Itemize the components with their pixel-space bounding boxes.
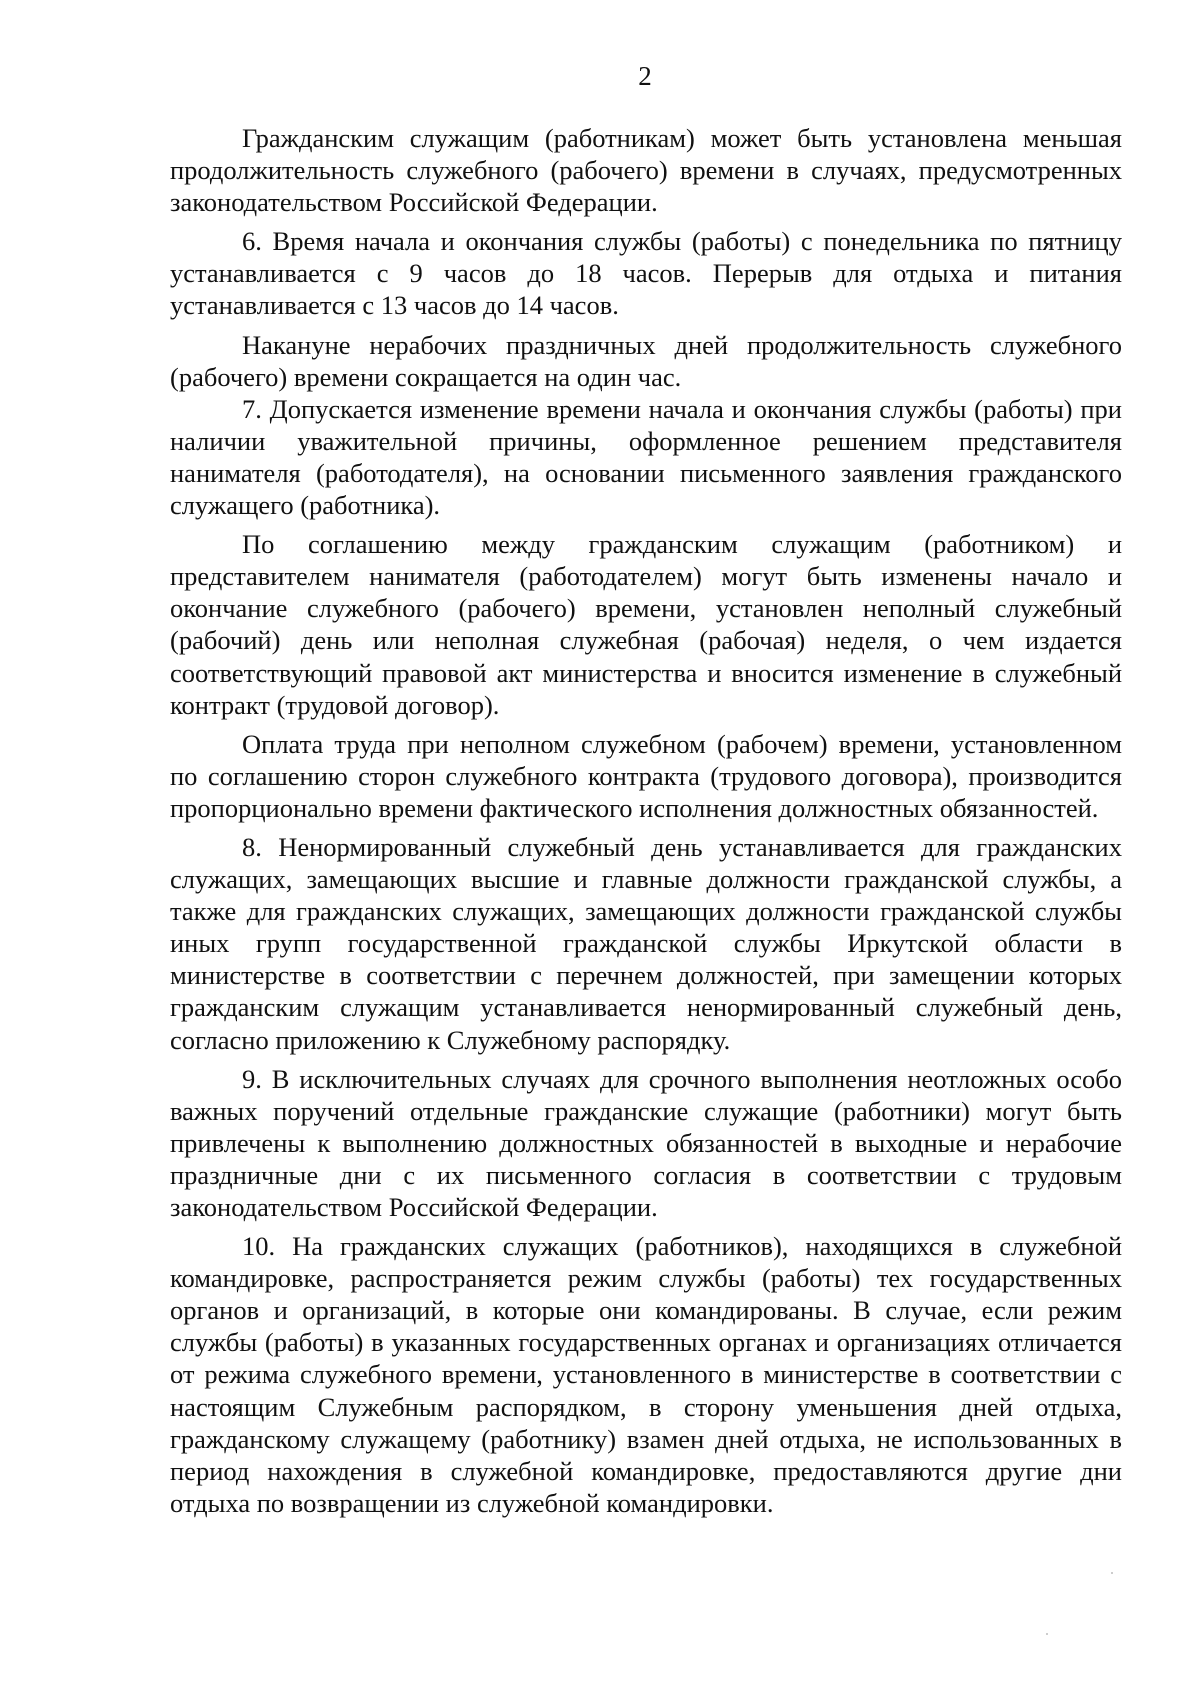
- page-number: 2: [638, 61, 652, 91]
- scan-speck: [1111, 1572, 1113, 1574]
- paragraph-item-6-work-hours: 6. Время начала и окончания службы (работы) с понедельника по пятницу устанавливается с 9 часов до 18 часов. Перерыв для отдыха и питания устанавливается с 13 часов до 14 часов.: [170, 226, 1122, 321]
- paragraph-item-7-schedule-change: 7. Допускается изменение времени начала и окончания службы (работы) при наличии уважительной причины, оформленное решением представителя нанимателя (работодателя), на основании письменного заявления гражданского служащего (работника).: [170, 393, 1122, 521]
- paragraph-item-8-irregular-day: 8. Ненормированный служебный день устанавливается для гражданских служащих, замещающих высшие и главные должности гражданской службы, а также для гражданских служащих, замещающих должности гражданской службы иных групп государственной гражданской службы Иркутской области в министерстве в соответствии с перечнем должностей, при замещении которых гражданским служащим устанавливается ненормированный служебный день, согласно приложению к Служебному распорядку.: [170, 831, 1122, 1055]
- paragraph-item-10-business-trip: 10. На гражданских служащих (работников), находящихся в служебной командировке, распространяется режим службы (работы) тех государственных органов и организаций, в которые они командированы. В случае, если режим службы (работы) в указанных государственных органах и организациях отличается от режима служебного времени, установленного в министерстве в соответствии с настоящим Служебным распорядком, в сторону уменьшения дней отдыха, гражданскому служащему (работнику) взамен дней отдыха, не использованных в период нахождения в служебной командировке, предоставляются другие дни отдыха по возвращении из служебной командировки.: [170, 1231, 1122, 1518]
- paragraph-reduced-hours: Гражданским служащим (работникам) может быть установлена меньшая продолжительность служебного (рабочего) времени в случаях, предусмотренных законодательством Российской Федерации.: [170, 123, 1122, 218]
- paragraph-part-time-pay: Оплата труда при неполном служебном (рабочем) времени, установленном по соглашению сторон служебного контракта (трудового договора), производится пропорционально времени фактического исполнения должностных обязанностей.: [170, 728, 1122, 823]
- document-body: [170, 122, 1122, 1519]
- scan-speck: [1046, 1633, 1048, 1635]
- paragraph-item-9-holiday-work: 9. В исключительных случаях для срочного выполнения неотложных особо важных поручений отдельные гражданские служащие (работники) могут быть привлечены к выполнению должностных обязанностей в выходные и нерабочие праздничные дни с их письменного согласия в соответствии с трудовым законодательством Российской Федерации.: [170, 1063, 1122, 1222]
- paragraph-pre-holiday-hours: Накануне нерабочих праздничных дней продолжительность служебного (рабочего) времени сокращается на один час.: [170, 329, 1122, 392]
- paragraph-part-time-agreement: По соглашению между гражданским служащим (работником) и представителем нанимателя (работодателем) могут быть изменены начало и окончание служебного (рабочего) времени, установлен неполный служебный (рабочий) день или неполная служебная (рабочая) неделя, о чем издается соответствующий правовой акт министерства и вносится изменение в служебный контракт (трудовой договор).: [170, 529, 1122, 720]
